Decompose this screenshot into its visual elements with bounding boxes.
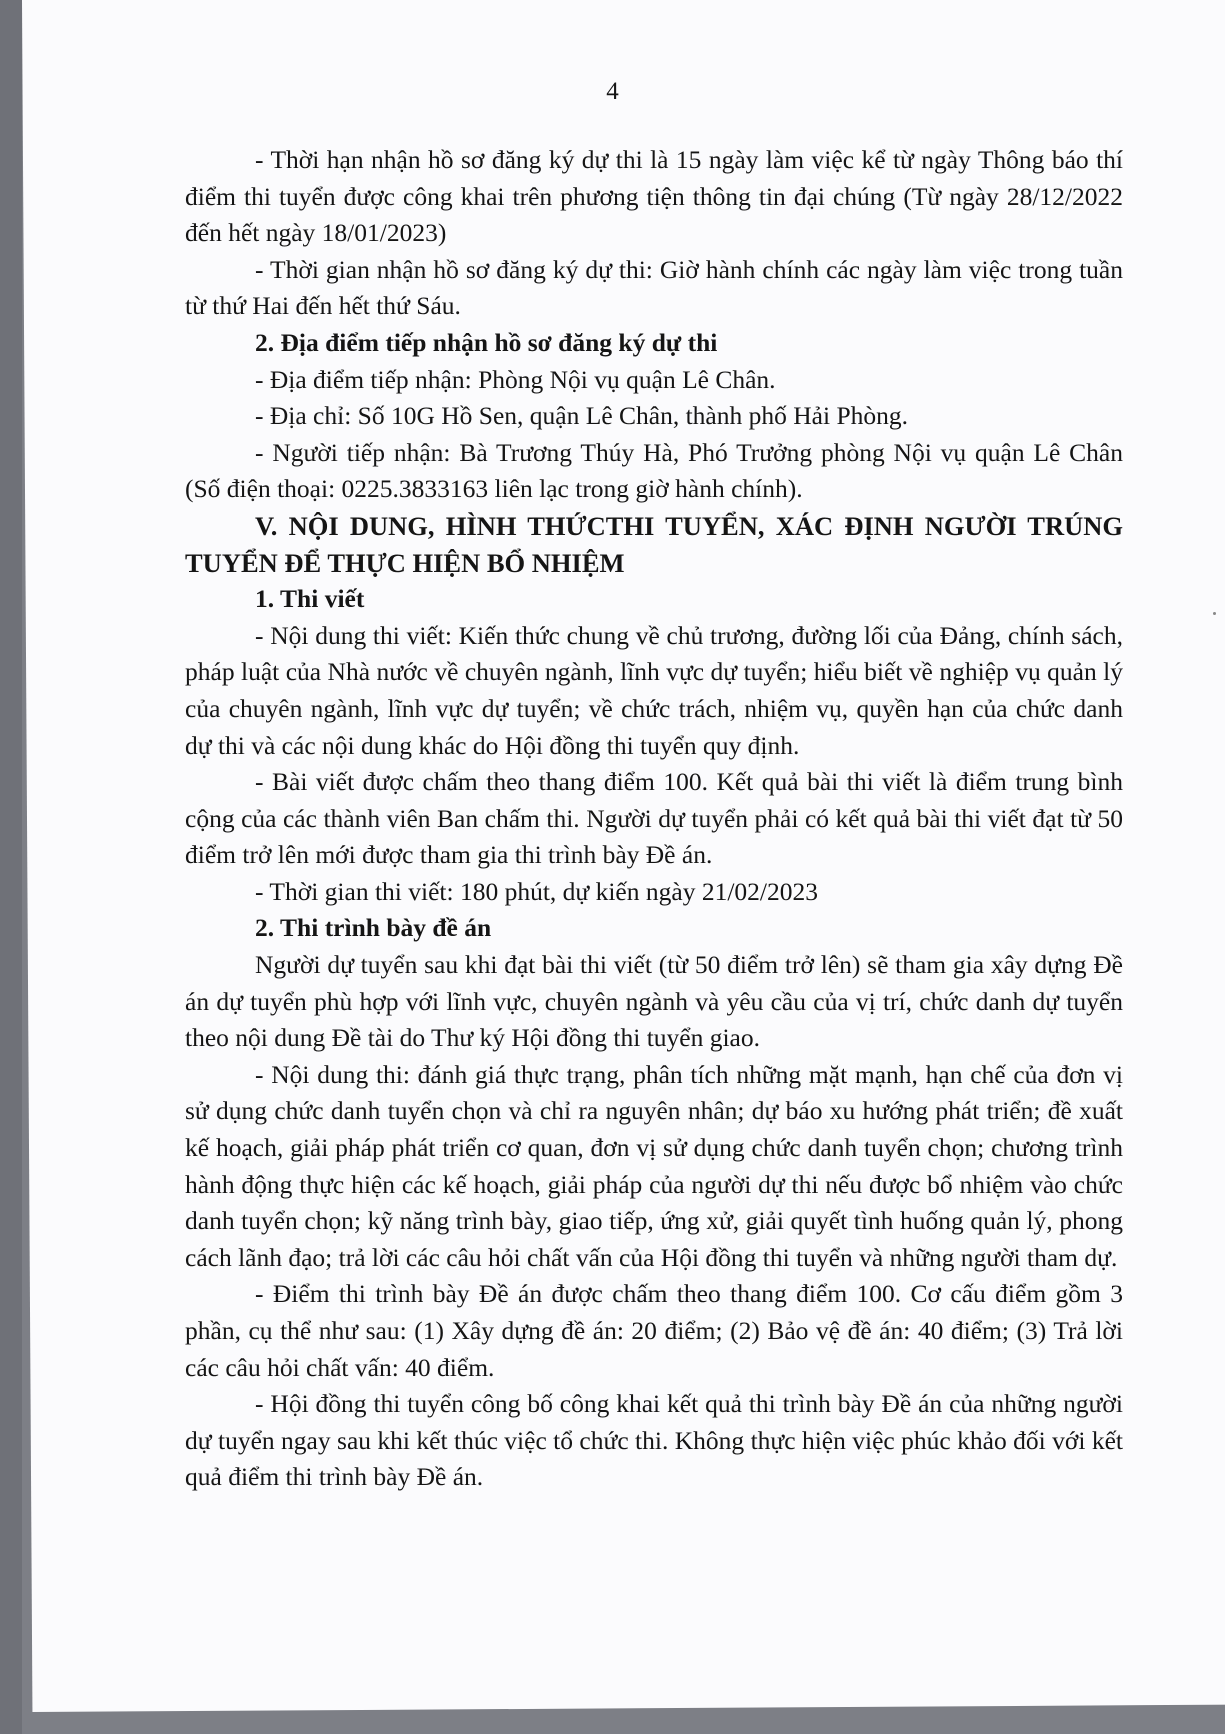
paragraph: - Bài viết được chấm theo thang điểm 100. Kết quả bài thi viết là điểm trung bình cộng của các thành viên Ban chấm thi. Người dự tuyển phải có kết quả bài thi viết đạt từ 50 điểm trở lên mới được tham gia thi trình bày Đề án. [185,767,1123,870]
paragraph: - Thời gian nhận hồ sơ đăng ký dự thi: Giờ hành chính các ngày làm việc trong tuần từ thứ Hai đến hết thứ Sáu. [185,254,1123,321]
paragraph: V. NỘI DUNG, HÌNH THỨCTHI TUYỂN, XÁC ĐỊNH NGƯỜI TRÚNG TUYỂN ĐỂ THỰC HIỆN BỔ NHIỆM [185,510,1123,578]
paragraph: - Điểm thi trình bày Đề án được chấm theo thang điểm 100. Cơ cấu điểm gồm 3 phần, cụ thể như sau: (1) Xây dựng đề án: 20 điểm; (2) Bảo vệ đề án: 40 điểm; (3) Trả lời các câu hỏi chất vấn: 40 điểm. [185,1279,1123,1382]
document-body [185,142,1123,1496]
paragraph: - Nội dung thi: đánh giá thực trạng, phân tích những mặt mạnh, hạn chế của đơn vị sử dụng chức danh tuyển chọn và chỉ ra nguyên nhân; dự báo xu hướng phát triển; đề xuất kế hoạch, giải pháp phát triển cơ quan, đơn vị sử dụng chức danh tuyển chọn; chương trình hành động thực hiện các kế hoạch, giải pháp của người dự thi nếu được bổ nhiệm vào chức danh tuyển chọn; kỹ năng trình bày, giao tiếp, ứng xử, giải quyết tình huống quản lý, phong cách lãnh đạo; trả lời các câu hỏi chất vấn của Hội đồng thi tuyển và những người tham dự. [185,1059,1123,1272]
section-heading: 2. Thi trình bày đề án [255,913,492,943]
paragraph: - Nội dung thi viết: Kiến thức chung về chủ trương, đường lối của Đảng, chính sách, pháp luật của Nhà nước về chuyên ngành, lĩnh vực dự tuyển; hiểu biết về nghiệp vụ quản lý của chuyên ngành, lĩnh vực dự tuyển; về chức trách, nhiệm vụ, quyền hạn của chức danh dự thi và các nội dung khác do Hội đồng thi tuyển quy định. [185,620,1123,760]
paragraph: - Địa chỉ: Số 10G Hồ Sen, quận Lê Chân, thành phố Hải Phòng. [255,401,909,431]
paragraph: - Người tiếp nhận: Bà Trương Thúy Hà, Phó Trưởng phòng Nội vụ quận Lê Chân (Số điện thoại: 0225.3833163 liên lạc trong giờ hành chính). [185,437,1123,504]
paragraph: - Thời hạn nhận hồ sơ đăng ký dự thi là 15 ngày làm việc kể từ ngày Thông báo thí điểm thi tuyển được công khai trên phương tiện thông tin đại chúng (Từ ngày 28/12/2022 đến hết ngày 18/01/2023) [185,145,1123,248]
scan-left-edge [0,0,22,1734]
page-number: 4 [606,78,619,105]
paragraph: - Hội đồng thi tuyển công bố công khai kết quả thi trình bày Đề án của những người dự tuyển ngay sau khi kết thúc việc tổ chức thi. Không thực hiện việc phúc khảo đối với kết quả điểm thi trình bày Đề án. [185,1389,1123,1492]
paragraph: - Địa điểm tiếp nhận: Phòng Nội vụ quận Lê Chân. [255,364,776,394]
section-heading: 1. Thi viết [255,584,365,614]
scan-speck [1213,612,1216,615]
paragraph: - Thời gian thi viết: 180 phút, dự kiến ngày 21/02/2023 [255,876,818,906]
section-heading: 2. Địa điểm tiếp nhận hồ sơ đăng ký dự thi [255,327,718,357]
paragraph: Người dự tuyển sau khi đạt bài thi viết (từ 50 điểm trở lên) sẽ tham gia xây dựng Đề án dự tuyển phù hợp với lĩnh vực, chuyên ngành và yêu cầu của vị trí, chức danh dự tuyển theo nội dung Đề tài do Thư ký Hội đồng thi tuyển giao. [185,950,1123,1053]
